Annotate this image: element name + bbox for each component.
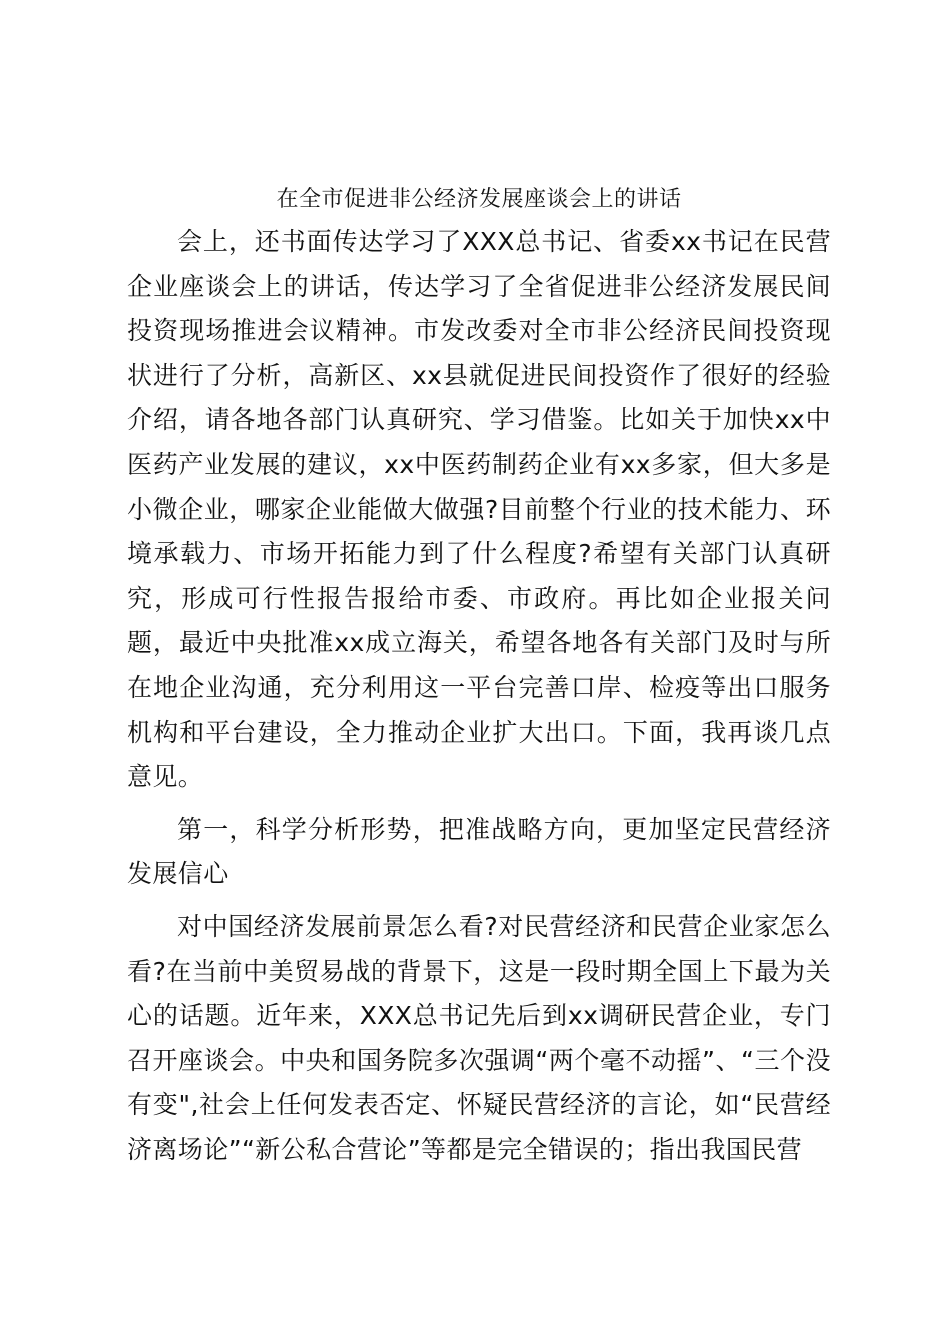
document-page	[127, 180, 831, 1172]
intro-paragraph: 会上，还书面传达学习了XXX总书记、省委xx书记在民营企业座谈会上的讲话，传达学习了全省促进非公经济发展民间投资现场推进会议精神。市发改委对全市非公经济民间投资现状进行了分析，高新区、xx县就促进民间投资作了很好的经验介绍，请各地各部门认真研究、学习借鉴。比如关于加快xx中医药产业发展的建议，xx中医药制药企业有xx多家，但大多是小微企业，哪家企业能做大做强?目前整个行业的技术能力、环境承载力、市场开拓能力到了什么程度?希望有关部门认真研究，形成可行性报告报给市委、市政府。再比如企业报关问题，最近中央批准xx成立海关，希望各地各有关部门及时与所在地企业沟通，充分利用这一平台完善口岸、检疫等出口服务机构和平台建设，全力推动企业扩大出口。下面，我再谈几点意见。	[127, 227, 831, 792]
body-paragraph: 对中国经济发展前景怎么看?对民营经济和民营企业家怎么看?在当前中美贸易战的背景下，这是一段时期全国上下最为关心的话题。近年来，XXX总书记先后到xx调研民营企业，专门召开座谈会。中央和国务院多次强调“两个毫不动摇”、“三个没有变",社会上任何发表否定、怀疑民营经济的言论，如“民营经济离场论”“新公私合营论”等都是完全错误的；指出我国民营	[127, 911, 831, 1164]
section-heading-paragraph: 第一，科学分析形势，把准战略方向，更加坚定民营经济发展信心	[127, 814, 831, 889]
document-title: 在全市促进非公经济发展座谈会上的讲话	[276, 187, 682, 212]
